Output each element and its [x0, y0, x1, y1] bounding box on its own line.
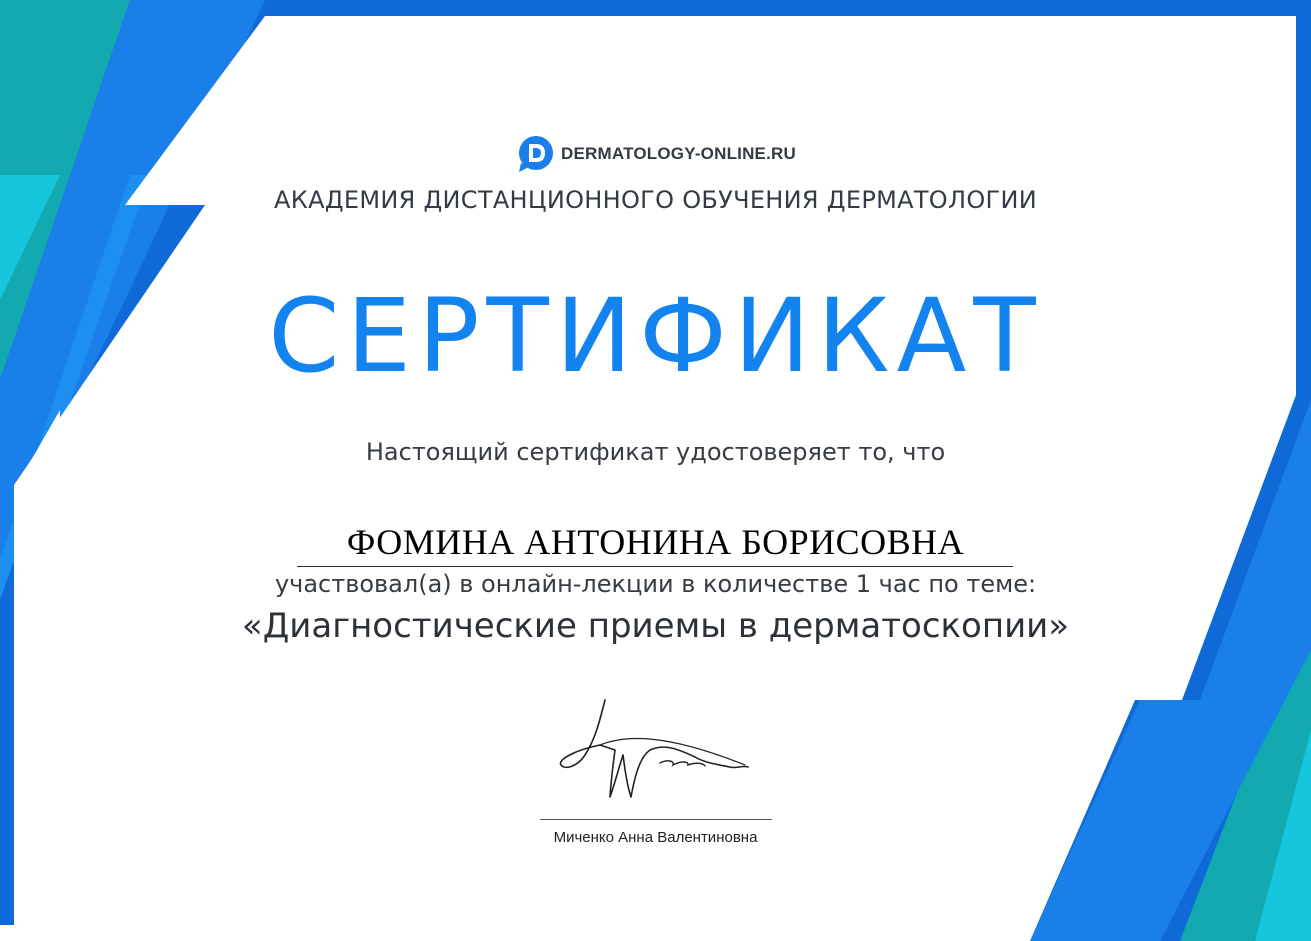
signature-line	[540, 819, 772, 820]
handwritten-signature	[555, 695, 755, 805]
dermatology-logo-icon	[515, 135, 555, 173]
signer-name	[0, 829, 1311, 846]
recipient-name: ФОМИНА АНТОНИНА БОРИСОВНА	[346, 522, 965, 562]
certificate-title: СЕРТИФИКАТ	[268, 277, 1043, 396]
intro-text: Настоящий сертификат удостоверяет то, что	[365, 438, 946, 466]
site-name: DERMATOLOGY-ONLINE.RU	[561, 144, 796, 163]
brand-header	[0, 135, 1311, 173]
participation-text: участвовал(а) в онлайн-лекции в количестве 1 час по теме:	[274, 570, 1037, 598]
signer-name-text: Миченко Анна Валентиновна	[553, 829, 758, 846]
academy-name: АКАДЕМИЯ ДИСТАНЦИОННОГО ОБУЧЕНИЯ ДЕРМАТОЛОГИИ	[274, 186, 1037, 214]
recipient-underline	[297, 566, 1013, 567]
lecture-topic: «Диагностические приемы в дерматоскопии»	[241, 606, 1070, 646]
